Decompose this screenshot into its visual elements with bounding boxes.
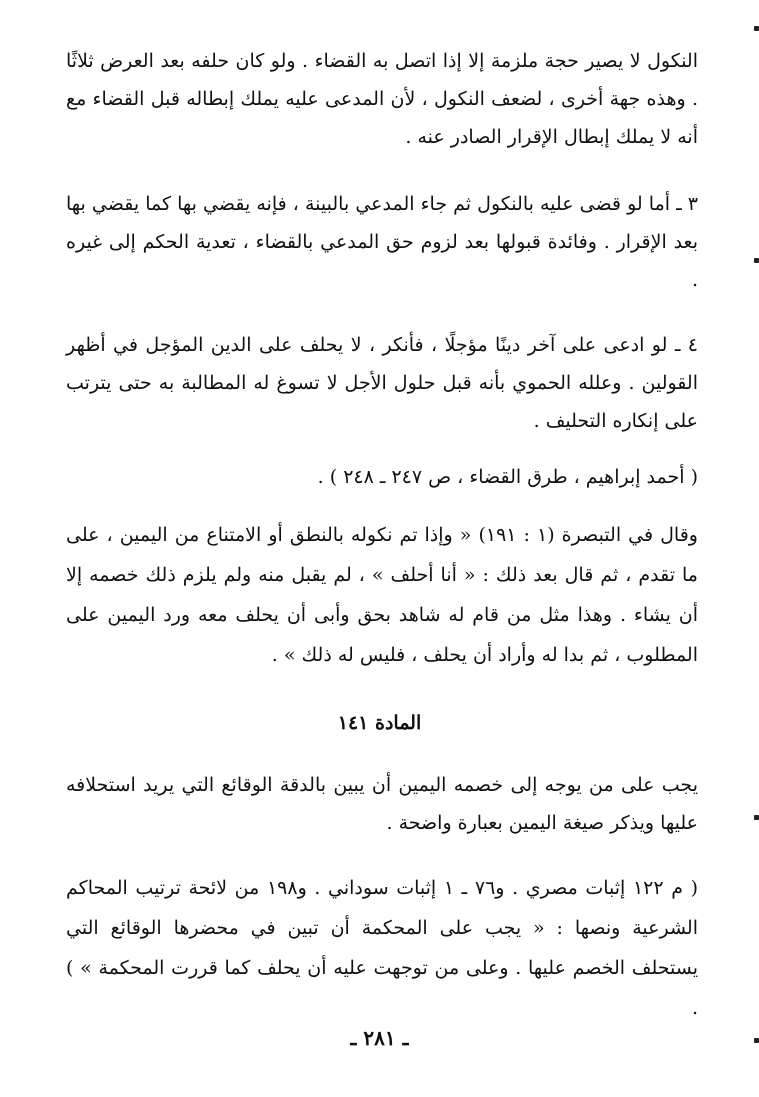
margin-mark	[754, 258, 759, 263]
citation-ahmed-ibrahim: ( أحمد إبراهيم ، طرق القضاء ، ص ٢٤٧ ـ ٢٤٨ ) .	[317, 466, 698, 488]
paragraph-point-4: ٤ ـ لو ادعى على آخر دينًا مؤجلًا ، فأنكر ، لا يحلف على الدين المؤجل في أظهر القولين . وعلله الحموي بأنه قبل حلول الأجل لا تسوغ له المطالبة به حتى يترتب على إنكاره التحليف .	[66, 334, 698, 432]
margin-mark	[754, 815, 759, 820]
article-text: يجب على من يوجه إلى خصمه اليمين أن يبين بالدقة الوقائع التي يريد استحلافه عليها ويذكر صيغة اليمين بعبارة واضحة .	[66, 774, 698, 834]
paragraph-point-3: ٣ ـ أما لو قضى عليه بالنكول ثم جاء المدعي بالبينة ، فإنه يقضي بها كما يقضي بها بعد الإقرار . وفائدة قبولها بعد لزوم حق المدعي بالقضاء ، تعدية الحكم إلى غيره .	[66, 193, 698, 291]
article-heading: المادة ١٤١	[337, 712, 422, 734]
paragraph-nukul-ruling: النكول لا يصير حجة ملزمة إلا إذا اتصل به القضاء . ولو كان حلفه بعد العرض ثلاثًا . وهذه جهة أخرى ، لضعف النكول ، لأن المدعى عليه يملك إبطاله قبل القضاء مع أنه لا يملك إبطال الإقرار الصادر عنه .	[66, 50, 698, 148]
article-references: ( م ١٢٢ إثبات مصري . و٧٦ ـ ١ إثبات سوداني . و١٩٨ من لائحة ترتيب المحاكم الشرعية ونصها : « يجب على المحكمة أن تبين في محضرها الوقائع التي يستحلف الخصم عليها . وعلى من توجهت عليه أن يحلف كما قررت المحكمة » ) .	[66, 877, 698, 1019]
margin-mark	[754, 26, 759, 31]
paragraph-tabsira-quote: وقال في التبصرة (١ : ١٩١) « وإذا تم نكوله بالنطق أو الامتناع من اليمين ، على ما تقدم ، ثم قال بعد ذلك : « أنا أحلف » ، لم يقبل منه ولم يلزم ذلك خصمه إلا أن يشاء . وهذا مثل من قام له شاهد بحق وأبى أن يحلف معه ورد اليمين على المطلوب ، ثم بدا له وأراد أن يحلف ، فليس له ذلك » .	[66, 524, 698, 666]
page-number: ـ ٢٨١ ـ	[350, 1026, 409, 1050]
